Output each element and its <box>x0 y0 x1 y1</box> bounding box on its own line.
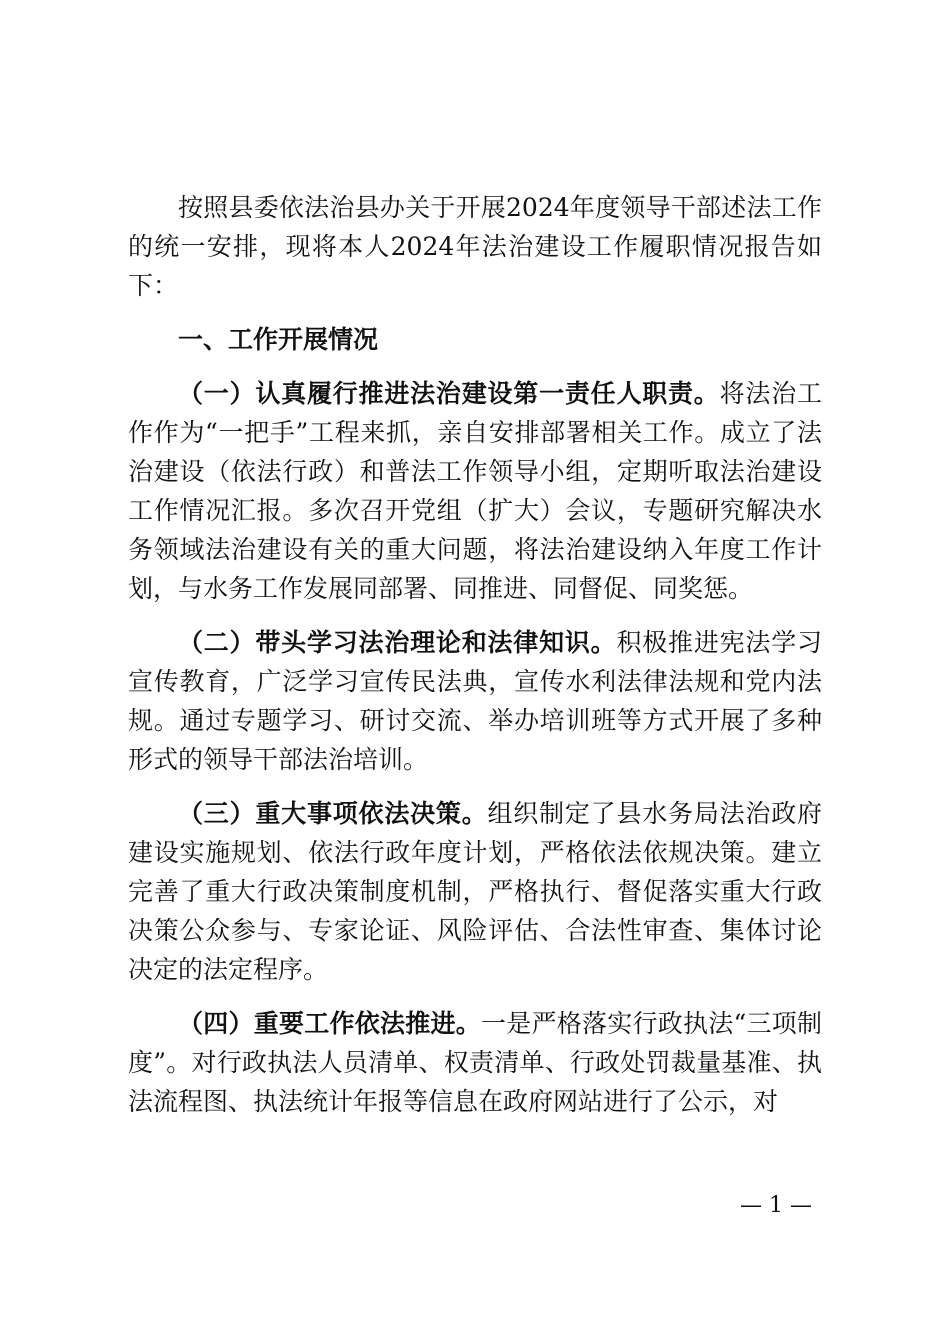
intro-paragraph: 按照县委依法治县办关于开展2024年度领导干部述法工作的统一安排，现将本人2024年法治建设工作履职情况报告如下： <box>128 193 822 300</box>
section-item-1 <box>128 374 822 608</box>
page-number: — 1 — <box>740 1193 812 1218</box>
section-item-4 <box>128 1004 822 1121</box>
item-title: （一）认真履行推进法治建设第一责任人职责。 <box>178 379 720 408</box>
section-item-2 <box>128 623 822 779</box>
document-body <box>128 188 822 1136</box>
item-body: 积极推进宪法学习宣传教育，广泛学习宣传民法典，宣传水利法律法规和党内法规。通过专题学习、研讨交流、举办培训班等方式开展了多种形式的领导干部法治培训。 <box>128 628 822 774</box>
item-body: 一是严格落实行政执法“三项制度”。对行政执法人员清单、权责清单、行政处罚裁量基准、执法流程图、执法统计年报等信息在政府网站进行了公示，对 <box>128 1009 822 1116</box>
item-title: （三）重大事项依法决策。 <box>178 799 488 828</box>
section-item-3 <box>128 794 822 989</box>
section-heading: 一、工作开展情况 <box>178 325 379 354</box>
item-body: 将法治工作作为“一把手”工程来抓，亲自安排部署相关工作。成立了法治建设（依法行政）和普法工作领导小组，定期听取法治建设工作情况汇报。多次召开党组（扩大）会议，专题研究解决水务领域法治建设有关的重大问题，将法治建设纳入年度工作计划，与水务工作发展同部署、同推进、同督促、同奖惩。 <box>128 379 822 603</box>
item-body: 组织制定了县水务局法治政府建设实施规划、依法行政年度计划，严格依法依规决策。建立完善了重大行政决策制度机制，严格执行、督促落实重大行政决策公众参与、专家论证、风险评估、合法性审查、集体讨论决定的法定程序。 <box>128 799 822 984</box>
item-title: （二）带头学习法治理论和法律知识。 <box>178 628 617 657</box>
item-title: （四）重要工作依法推进。 <box>178 1009 481 1038</box>
